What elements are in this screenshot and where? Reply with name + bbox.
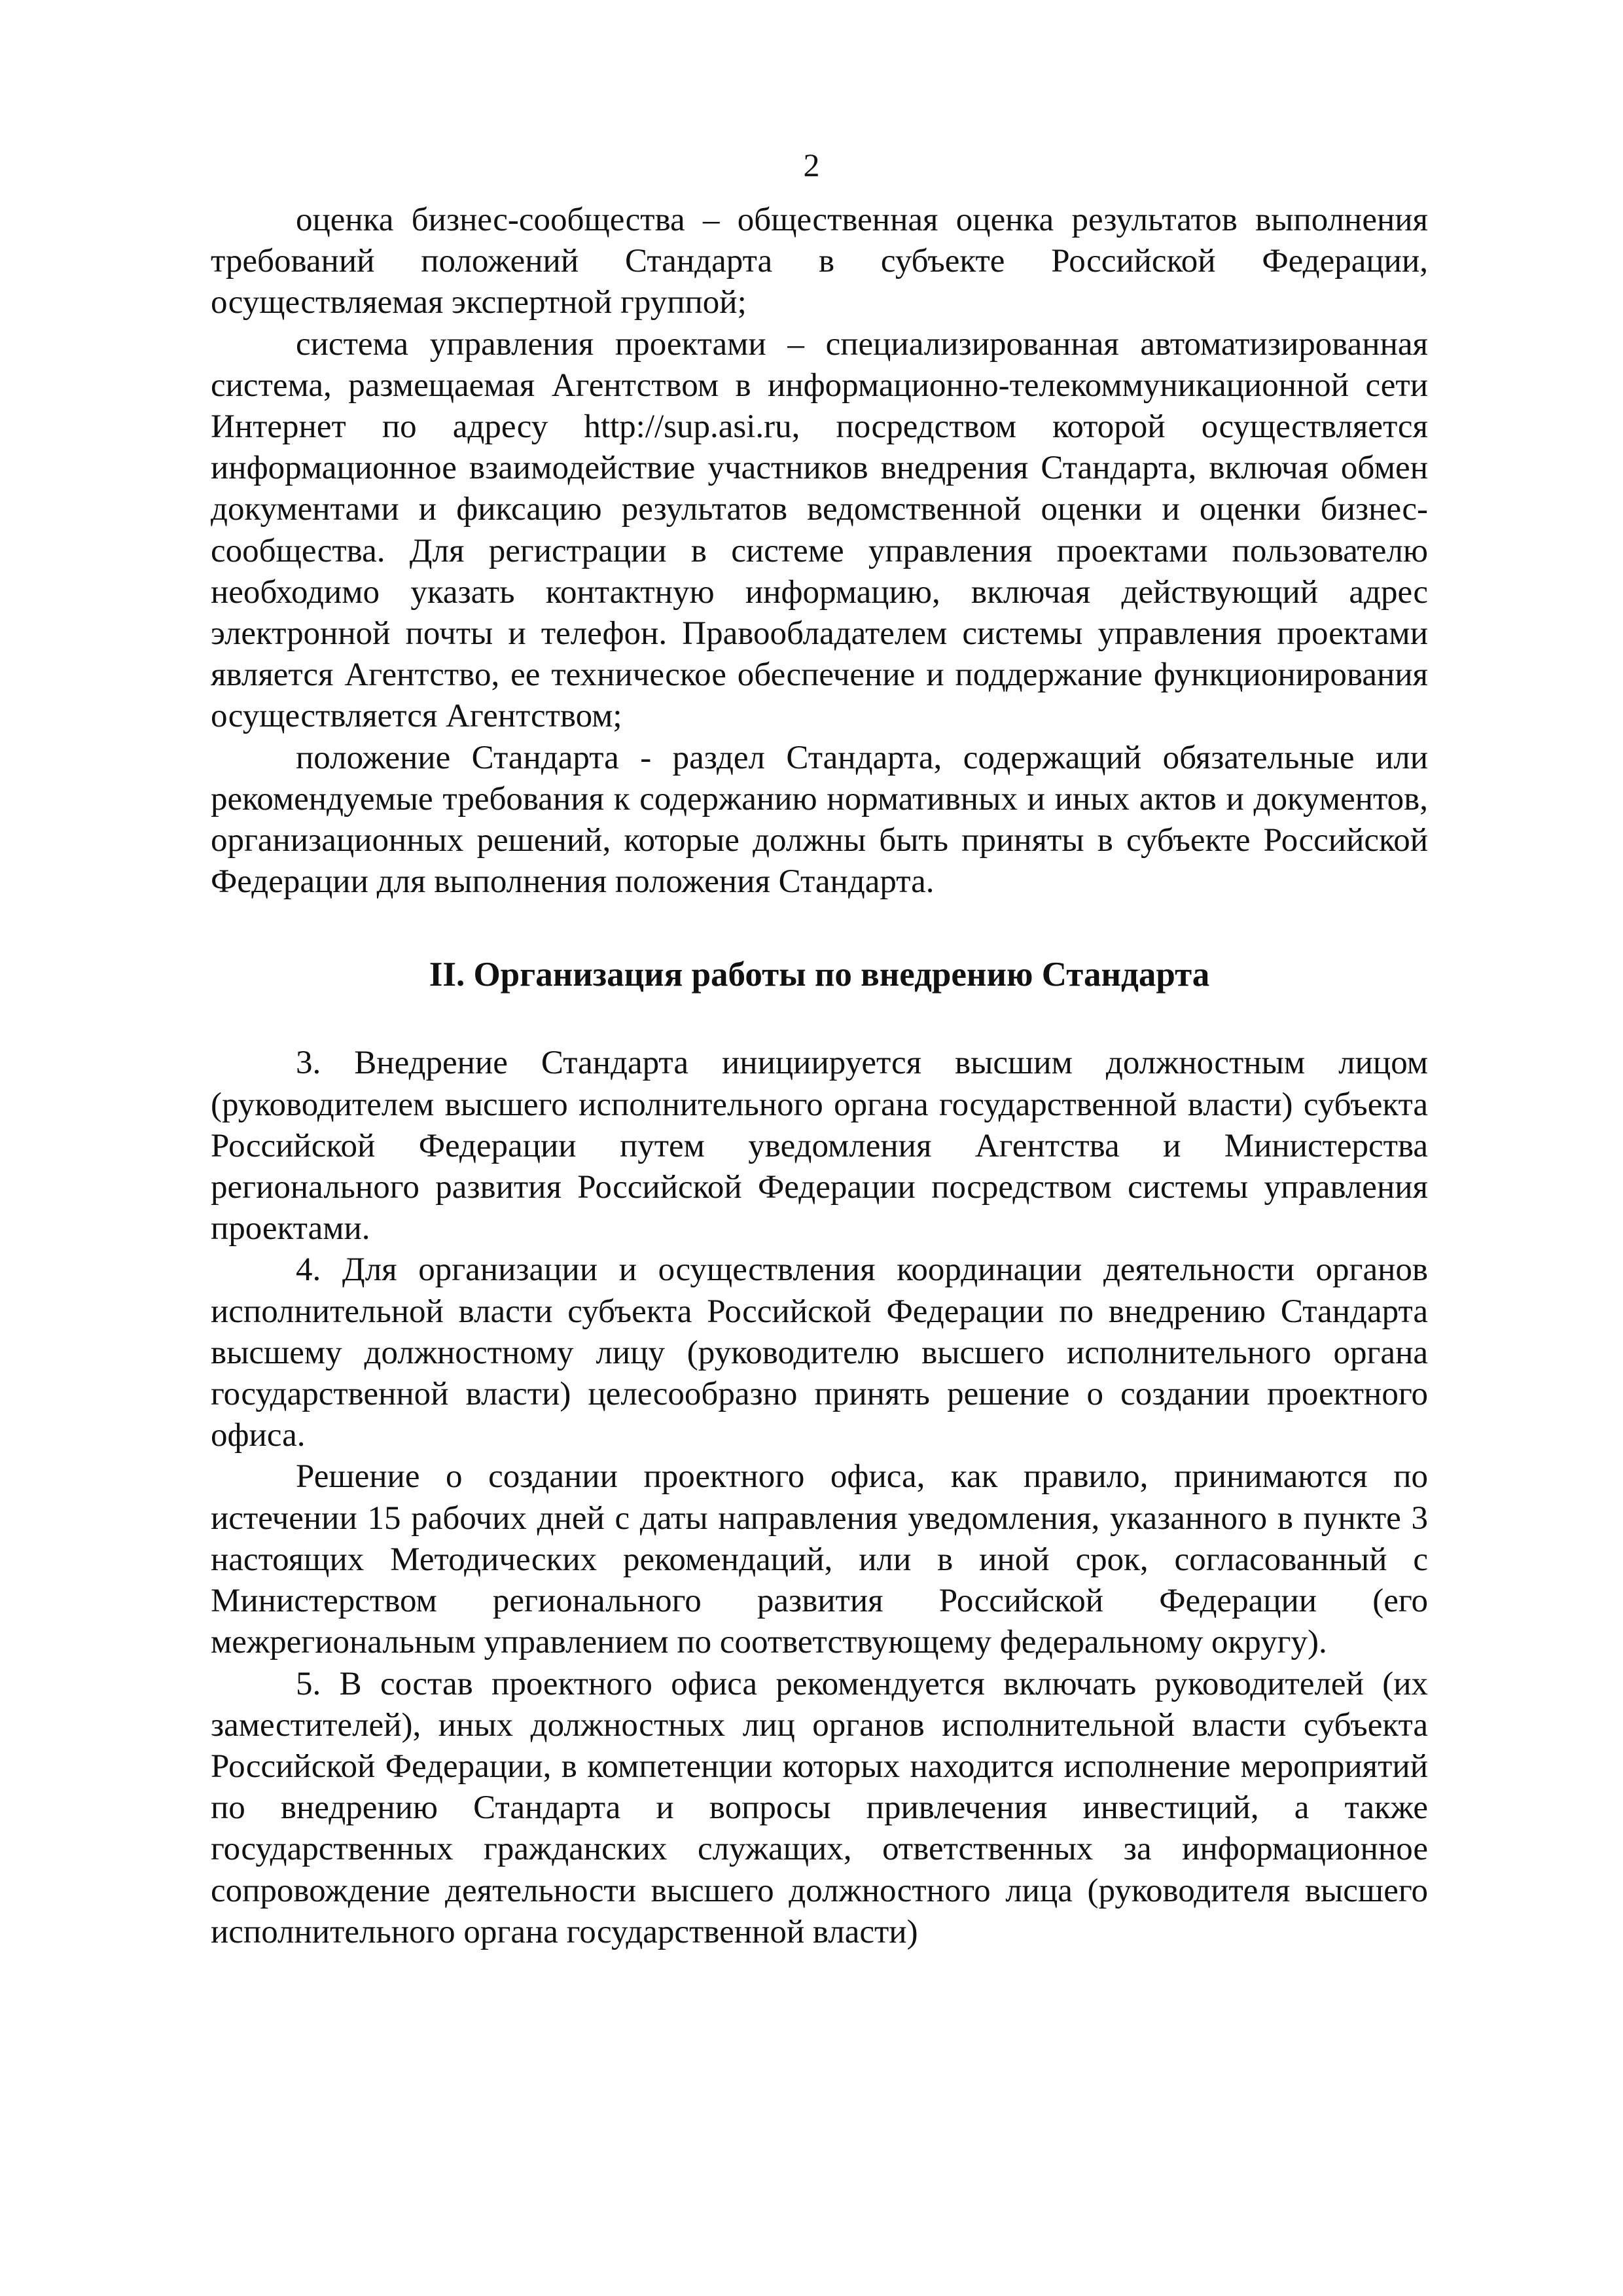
document-body — [211, 200, 1428, 1953]
page-number: 2 — [803, 147, 820, 183]
paragraph-3: 3. Внедрение Стандарта инициируется высшим должностным лицом (руководителем высшего исполнительного органа государственной власти) субъекта Российской Федерации путем уведомления Агентства и Министерства регионального развития Российской Федерации посредством системы управления проектами. — [211, 1045, 1428, 1247]
paragraph-5: 5. В состав проектного офиса рекомендуется включать руководителей (их заместителей), иных должностных лиц органов исполнительной власти субъекта Российской Федерации, в компетенции которых находится исполнение мероприятий по внедрению Стандарта и вопросы привлечения инвестиций, а также государственных гражданских служащих, ответственных за информационное сопровождение деятельности высшего должностного лица (руководителя высшего исполнительного органа государственной власти) — [211, 1665, 1428, 1950]
section-heading: II. Организация работы по внедрению Стандарта — [429, 956, 1210, 994]
definition-business-assessment: оценка бизнес-сообщества – общественная оценка результатов выполнения требований положений Стандарта в субъекте Российской Федерации, осуществляемая экспертной группой; — [211, 202, 1428, 321]
definition-standard-provision: положение Стандарта - раздел Стандарта, содержащий обязательные или рекомендуемые требования к содержанию нормативных и иных актов и документов, организационных решений, которые должны быть приняты в субъекте Российской Федерации для выполнения положения Стандарта. — [211, 739, 1428, 901]
paragraph-4-continued: Решение о создании проектного офиса, как правило, принимаются по истечении 15 рабочих дней с даты направления уведомления, указанного в пункте 3 настоящих Методических рекомендаций, или в иной срок, согласованный с Министерством регионального развития Российской Федерации (его межрегиональным управлением по соответствующему федеральному округу). — [211, 1458, 1428, 1661]
definition-project-management-system: система управления проектами – специализированная автоматизированная система, размещаемая Агентством в информационно-телекоммуникационной сети Интернет по адресу http://sup.asi.ru, посредством которой осуществляется информационное взаимодействие участников внедрения Стандарта, включая обмен документами и фиксацию результатов ведомственной оценки и оценки бизнес-сообщества. Для регистрации в системе управления проектами пользователю необходимо указать контактную информацию, включая действующий адрес электронной почты и телефон. Правообладателем системы управления проектами является Агентство, ее техническое обеспечение и поддержание функционирования осуществляется Агентством; — [211, 325, 1428, 735]
paragraph-4: 4. Для организации и осуществления координации деятельности органов исполнительной власти субъекта Российской Федерации по внедрению Стандарта высшему должностному лицу (руководителю высшего исполнительного органа государственной власти) целесообразно принять решение о создании проектного офиса. — [211, 1251, 1428, 1454]
